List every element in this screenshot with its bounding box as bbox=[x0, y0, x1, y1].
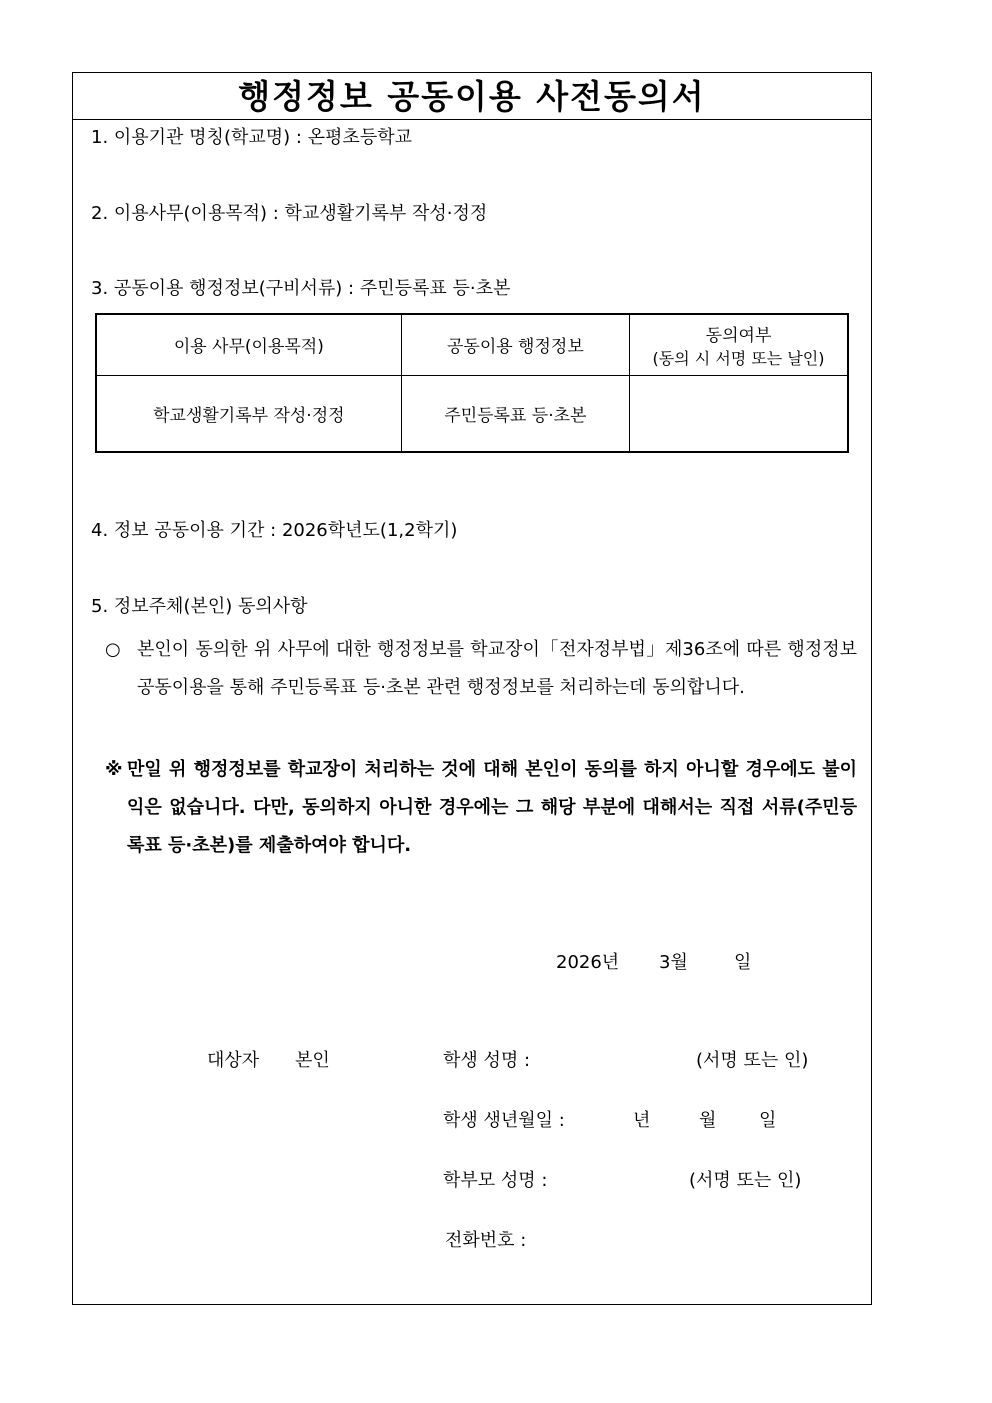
header-consent-sub: (동의 시 서명 또는 날인) bbox=[652, 348, 825, 368]
subject-label: 대상자 bbox=[207, 1050, 260, 1071]
parent-name-label: 학부모 성명 : bbox=[443, 1170, 548, 1191]
consent-text: 본인이 동의한 위 사무에 대한 행정정보를 학교장이「전자정부법」제36조에 따른 행정정보 공동이용을 통해 주민등록표 등·초본 관련 행정정보를 처리하는데 동의합니다. bbox=[137, 639, 857, 698]
parent-name-sign[interactable]: (서명 또는 인) bbox=[689, 1170, 802, 1191]
item-consent-matters: 5. 정보주체(본인) 동의사항 bbox=[91, 596, 308, 617]
usage-table bbox=[95, 313, 849, 453]
phone-label: 전화번호 : bbox=[445, 1230, 527, 1251]
note-text: 만일 위 행정정보를 학교장이 처리하는 것에 대해 본인이 동의를 하지 아니할 경우에도 불이익은 없습니다. 다만, 동의하지 아니한 경우에는 그 해당 부분에 대해서는 직접 서류(주민등록표 등·초본)를 제출하여야 합니다. bbox=[127, 759, 857, 856]
item-institution-name: 1. 이용기관 명칭(학교명) : 온평초등학교 bbox=[91, 127, 412, 148]
table-header-row bbox=[96, 314, 848, 375]
cell-usage-purpose: 학교생활기록부 작성·정정 bbox=[96, 375, 401, 452]
subject-value: 본인 bbox=[295, 1050, 330, 1071]
item-shared-info: 3. 공동이용 행정정보(구비서류) : 주민등록표 등·초본 bbox=[91, 278, 511, 299]
note-paragraph bbox=[105, 751, 857, 865]
student-birth-label: 학생 생년월일 : bbox=[443, 1110, 565, 1131]
birth-year: 년 bbox=[633, 1110, 651, 1131]
student-name-label: 학생 성명 : bbox=[443, 1050, 531, 1071]
item-usage-period: 4. 정보 공동이용 기간 : 2026학년도(1,2학기) bbox=[91, 520, 458, 541]
table-row bbox=[96, 375, 848, 452]
reference-mark-icon: ※ bbox=[105, 759, 123, 780]
date-year: 2026년 bbox=[556, 952, 620, 973]
student-name-sign[interactable]: (서명 또는 인) bbox=[696, 1050, 809, 1071]
date-month: 3월 bbox=[659, 952, 688, 973]
header-consent-label: 동의여부 bbox=[705, 325, 772, 346]
birth-day: 일 bbox=[759, 1110, 777, 1131]
circle-bullet-icon: ○ bbox=[105, 639, 121, 660]
document-title: 행정정보 공동이용 사전동의서 bbox=[73, 73, 871, 120]
header-usage-purpose: 이용 사무(이용목적) bbox=[96, 314, 401, 375]
consent-paragraph bbox=[105, 631, 857, 707]
consent-form bbox=[72, 72, 872, 1305]
cell-consent-signature[interactable] bbox=[630, 375, 848, 452]
header-consent bbox=[630, 314, 848, 375]
item-usage-purpose: 2. 이용사무(이용목적) : 학교생활기록부 작성·정정 bbox=[91, 203, 488, 224]
header-shared-info: 공동이용 행정정보 bbox=[401, 314, 629, 375]
cell-shared-info: 주민등록표 등·초본 bbox=[401, 375, 629, 452]
date-day: 일 bbox=[734, 952, 752, 973]
birth-month: 월 bbox=[699, 1110, 717, 1131]
